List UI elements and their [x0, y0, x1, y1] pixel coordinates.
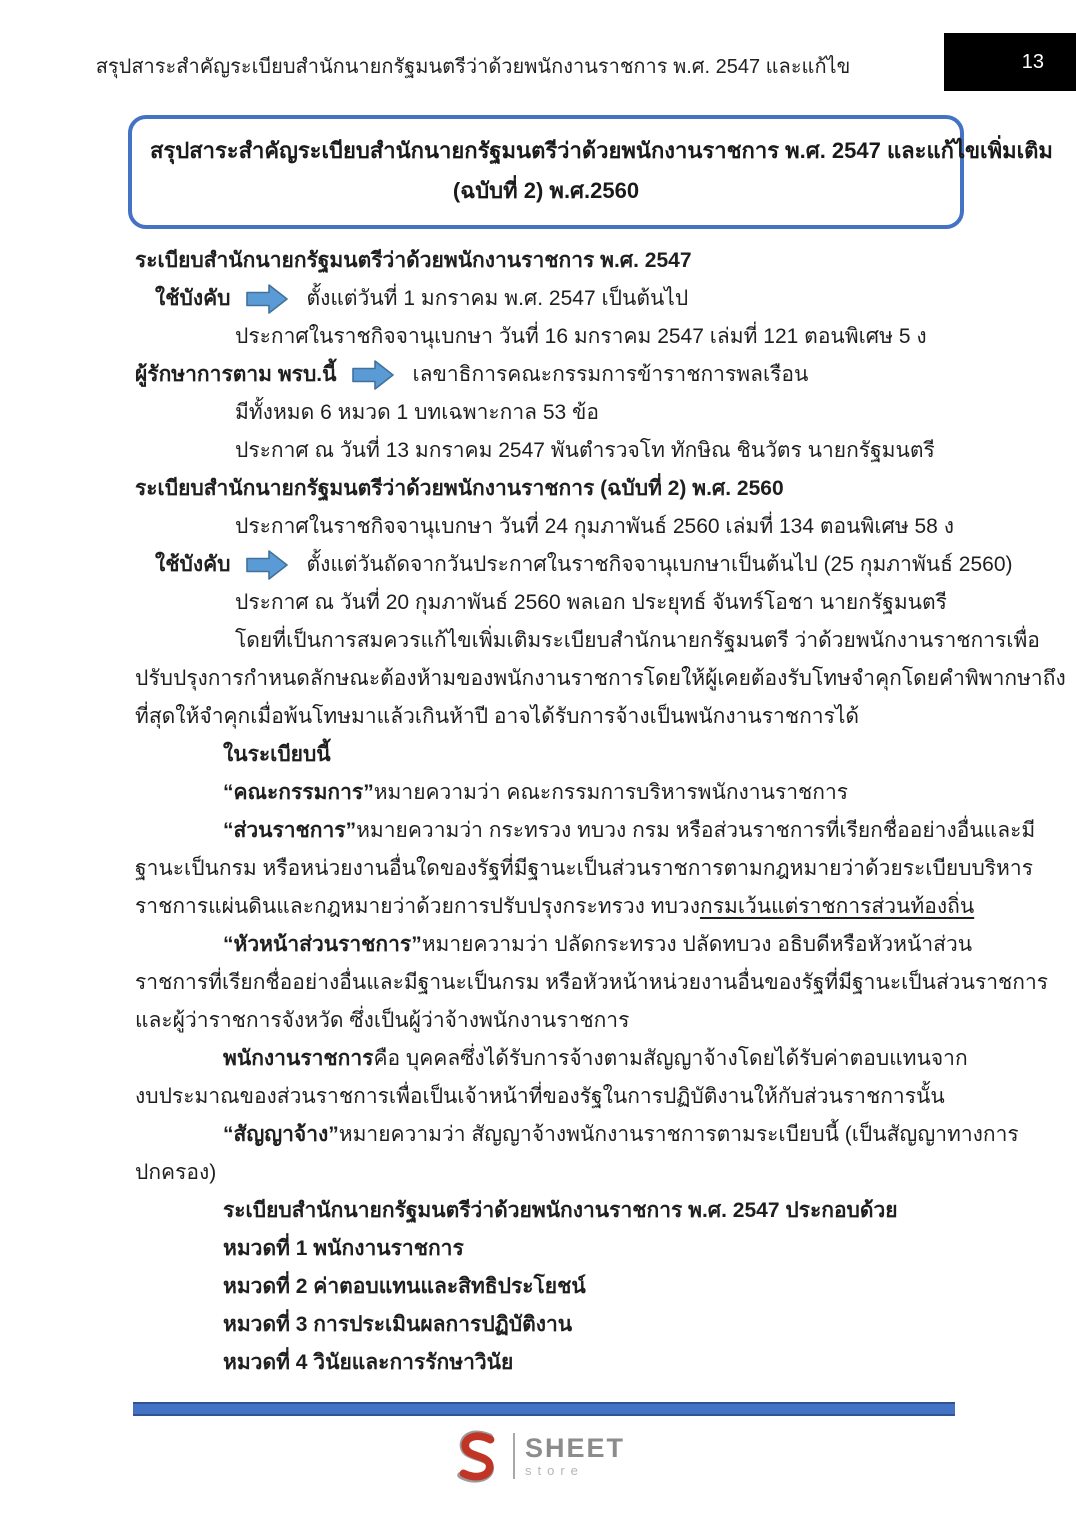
content-line — [135, 888, 975, 926]
text-segment: ฐานะเป็นกรม หรือหน่วยงานอื่นใดของรัฐที่มีฐานะเป็นส่วนราชการตามกฎหมายว่าด้วยระเบียบบริหาร — [135, 857, 1033, 880]
text-segment: งบประมาณของส่วนราชการเพื่อเป็นเจ้าหน้าที่ของรัฐในการปฏิบัติงานให้กับส่วนราชการนั้น — [135, 1085, 945, 1108]
content-line — [135, 774, 968, 812]
arrow-icon — [352, 360, 394, 390]
text-segment: หมวดที่ 1 พนักงานราชการ — [223, 1237, 464, 1260]
text-segment: หมายความว่า กระทรวง ทบวง กรม หรือส่วนราชการที่เรียกชื่ออย่างอื่นและมี — [356, 819, 1036, 842]
content-line — [135, 622, 1040, 660]
content-line — [135, 280, 968, 318]
text-segment: ใช้บังคับ — [155, 287, 231, 310]
text-segment: ปกครอง) — [135, 1161, 217, 1184]
text-segment: ตั้งแต่วันที่ 1 มกราคม พ.ศ. 2547 เป็นต้นไป — [306, 287, 689, 310]
text-segment: หมายความว่า คณะกรรมการบริหารพนักงานราชการ — [373, 781, 849, 804]
content-line — [135, 736, 968, 774]
text-segment: มีทั้งหมด 6 หมวด 1 บทเฉพาะกาล 53 ข้อ — [235, 401, 600, 424]
text-segment: พนักงานราชการ — [223, 1047, 374, 1070]
text-segment: ประกาศในราชกิจจานุเบกษา วันที่ 16 มกราคม 2547 เล่มที่ 121 ตอนพิเศษ 5 ง — [235, 325, 927, 348]
brand-name: SHEET — [524, 1432, 626, 1463]
text-segment: ในระเบียบนี้ — [223, 743, 331, 766]
brand-s-icon — [451, 1428, 503, 1484]
content-line — [135, 1268, 968, 1306]
text-segment: โดยที่เป็นการสมควรแก้ไขเพิ่มเติมระเบียบสำนักนายกรัฐมนตรี ว่าด้วยพนักงานราชการเพื่อ — [235, 629, 1040, 652]
content-line — [135, 1344, 968, 1382]
text-segment: หมายความว่า สัญญาจ้างพนักงานราชการตามระเบียบนี้ (เป็นสัญญาทางการ — [338, 1123, 1019, 1146]
brand-logo — [0, 1428, 1076, 1484]
text-segment: ระเบียบสำนักนายกรัฐมนตรีว่าด้วยพนักงานราชการ พ.ศ. 2547 ประกอบด้วย — [223, 1199, 898, 1222]
title-box — [128, 115, 1053, 229]
text-segment: ประกาศ ณ วันที่ 13 มกราคม 2547 พันตำรวจโท ทักษิณ ชินวัตร นายกรัฐมนตรี — [235, 439, 935, 462]
content-line — [135, 698, 968, 736]
content-line — [135, 318, 968, 356]
title-line-2: (ฉบับที่ 2) พ.ศ.2560 — [452, 178, 640, 203]
text-segment: กรมเว้นแต่ราชการส่วนท้องถิ่น — [699, 895, 975, 918]
content-line — [135, 1040, 968, 1078]
content-line — [135, 470, 968, 508]
document-body — [135, 242, 1066, 1382]
text-segment: “ส่วนราชการ” — [223, 819, 357, 842]
arrow-icon — [246, 550, 288, 580]
content-line — [135, 964, 1049, 1002]
content-line — [135, 1154, 968, 1192]
content-line — [135, 1230, 968, 1268]
content-line — [135, 242, 968, 280]
text-segment: ราชการแผ่นดินและกฎหมายว่าด้วยการปรับปรุงกระทรวง ทบวง — [135, 895, 700, 918]
text-segment: “คณะกรรมการ” — [223, 781, 374, 804]
content-line — [135, 926, 973, 964]
footer-divider-bar — [133, 1402, 955, 1416]
text-segment: ปรับปรุงการกำหนดลักษณะต้องห้ามของพนักงานราชการโดยให้ผู้เคยต้องรับโทษจำคุกโดยคำพิพากษาถึง — [135, 667, 1066, 690]
content-line — [135, 1306, 968, 1344]
text-segment: ระเบียบสำนักนายกรัฐมนตรีว่าด้วยพนักงานราชการ พ.ศ. 2547 — [135, 249, 692, 272]
text-segment: ที่สุดให้จำคุกเมื่อพ้นโทษมาแล้วเกินห้าปี อาจได้รับการจ้างเป็นพนักงานราชการได้ — [135, 705, 860, 728]
text-segment: “สัญญาจ้าง” — [223, 1123, 339, 1146]
content-line — [135, 1116, 1019, 1154]
text-segment: ตั้งแต่วันถัดจากวันประกาศในราชกิจจานุเบกษาเป็นต้นไป (25 กุมภาพันธ์ 2560) — [306, 553, 1013, 576]
text-segment: และผู้ว่าราชการจังหวัด ซึ่งเป็นผู้ว่าจ้างพนักงานราชการ — [135, 1009, 630, 1032]
brand-divider-line — [513, 1433, 515, 1479]
text-segment: ใช้บังคับ — [155, 553, 231, 576]
content-line — [135, 584, 968, 622]
content-line — [135, 432, 968, 470]
text-segment: หมวดที่ 4 วินัยและการรักษาวินัย — [223, 1351, 514, 1374]
text-segment: หมวดที่ 3 การประเมินผลการปฏิบัติงาน — [223, 1313, 573, 1336]
content-line — [135, 1192, 968, 1230]
title-line-1: สรุปสาระสำคัญระเบียบสำนักนายกรัฐมนตรีว่าด้วยพนักงานราชการ พ.ศ. 2547 และแก้ไขเพิ่มเติม — [150, 138, 1053, 163]
content-line — [135, 356, 968, 394]
content-line — [135, 508, 968, 546]
brand-text — [524, 1432, 626, 1478]
content-line — [135, 394, 968, 432]
text-segment: “หัวหน้าส่วนราชการ” — [223, 933, 422, 956]
text-segment: คือ บุคคลซึ่งได้รับการจ้างตามสัญญาจ้างโดยได้รับค่าตอบแทนจาก — [373, 1047, 968, 1070]
brand-subtitle: store — [524, 1462, 584, 1478]
text-segment: หมายความว่า ปลัดกระทรวง ปลัดทบวง อธิบดีหรือหัวหน้าส่วน — [421, 933, 973, 956]
text-segment: ผู้รักษาการตาม พรบ.นี้ — [135, 363, 337, 386]
text-segment: ประกาศ ณ วันที่ 20 กุมภาพันธ์ 2560 พลเอก ประยุทธ์ จันทร์โอชา นายกรัฐมนตรี — [235, 591, 947, 614]
text-segment: หมวดที่ 2 ค่าตอบแทนและสิทธิประโยชน์ — [223, 1275, 586, 1298]
content-line — [135, 1002, 968, 1040]
content-line — [135, 812, 1036, 850]
text-segment: เลขาธิการคณะกรรมการข้าราชการพลเรือน — [412, 363, 809, 386]
arrow-icon — [246, 284, 288, 314]
content-line — [135, 546, 1013, 584]
text-segment: ราชการที่เรียกชื่ออย่างอื่นและมีฐานะเป็นกรม หรือหัวหน้าหน่วยงานอื่นของรัฐที่มีฐานะเป็นส่วนราชการ — [135, 971, 1049, 994]
text-segment: ระเบียบสำนักนายกรัฐมนตรีว่าด้วยพนักงานราชการ (ฉบับที่ 2) พ.ศ. 2560 — [135, 477, 784, 500]
content-line — [135, 850, 1033, 888]
header-title: สรุปสาระสำคัญระเบียบสำนักนายกรัฐมนตรีว่าด้วยพนักงานราชการ พ.ศ. 2547 และแก้ไข — [95, 56, 851, 78]
page-number-badge: 13 — [944, 33, 1076, 91]
text-segment: ประกาศในราชกิจจานุเบกษา วันที่ 24 กุมภาพันธ์ 2560 เล่มที่ 134 ตอนพิเศษ 58 ง — [235, 515, 954, 538]
content-line — [135, 660, 1066, 698]
content-line — [135, 1078, 968, 1116]
